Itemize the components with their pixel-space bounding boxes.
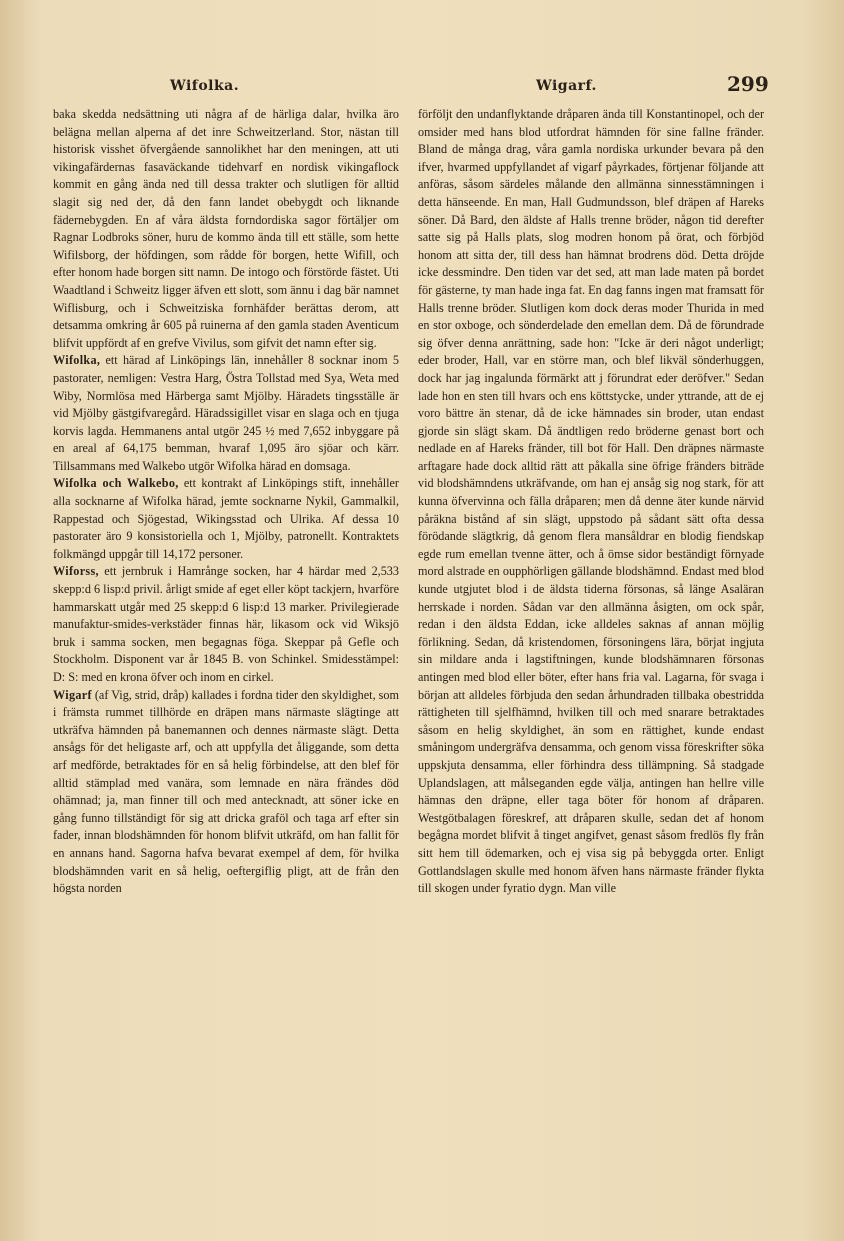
entry-text: förföljt den undanflyktande dråparen ända till Konstantinopel, och der omsider med hans blod utfordrat hämnden för sine fallne fränder. Bland de många drag, våra gamla nordiska urkunder bevara på den ifver, hvarmed uppfyllandet af vigarf påyrkades, förtjenar följande att anföras, såsom särdeles målande den allmänna sinnesstämningen i detta hänseende. En man, Hall Gudmundsson, blef dräpen af Hareks söner. Då Bard, den äldste af Halls trenne bröder, någon tid derefter satte sig på Halls plats, slog modren honom på örat, och förbjöd honom att sitta der, till dess han hämnat brodrens död. Detta dröjde icke dessmindre. Den tiden var det sed, att man lade maten på bordet för gästerne, ty man hade inga fat. En dag fanns ingen mat framsatt för Halls trenne bröder. Slutligen kom dock deras moder Thurida in med en stor oxboge, och sönderdelade den emellan dem. Då de förundrade sig öfver denna anrättning, sade hon: "Icke är deri något underligt; eder broder, Hall, var en större man, och blef likväl sönderhuggen, dock har jag ingalunda förmärkt att j förundrat eder deröfver." Sedan lade hon en sten till hvars och ens köttstycke, under yttrande, att de ej voro bättre än stenar, då de icke hämnades sin broder, utan endast gjorde sin slägt skam. Då ändtligen redo bröderne genast bort och nedlade en af Hareks fränder, till bot för Hall. Den dräpnes närmaste arftagare hade dock alltid rätt att påkalla sine öfrige fränders biträde vid blodshämndens utkräfvande, om han ej ansåg sig nog stark, för att kunna öfvervinna och fälla dråparen; men då denne äter kunde närvid påräkna bistånd af sin slägt, uppstodo på sådant sätt ofta dessa förödande slägtkrig, då genom flera mansåldrar en blodig fiendskap egde rum emellan tvenne ätter, och å ömse sidor beständigt förnyade mord alstrade en oupphörligen gällande blodshämnd. Endast med blod kunde utgjutet blod i de äldsta tiderna försonas, så länge Asaläran herrskade i norden. Sådan var den allmänna åsigten, om ock spår, redan i den äldsta Eddan, icke alldeles saknas af annan möjlig förlikning. Sedan, då kristendomen, försoningens lära, börjat ingjuta sin mildare anda i lagstiftningen, kunde blodshämnaren försonas antingen med blod eller böter, efter hans fria val. Lagarna, för svaga i början att alldeles förbjuda den sedan århundraden tillbaka obestridda rättigheten till sjelfhämnd, hvilken till och med snarare betraktades såsom en helig skyldighet, än som en rättighet, kunde endast småningom undergräfva densamma, och genom vissa föreskrifter söka uppskjuta densamma, eller förhindra dess tillämpning. Så stadgade Uplandslagen, att målseganden egde välja, antingen han hellre ville hämnas den dräpne, eller taga böter för honom af dråparen. Westgötbalagen föreskref, att dråparen skulle, sedan det af honom begågna mordet blifvit å tinget angifvet, genast såsom fredlös fly från sitt hem till ödemarken, och ej visa sig på bebyggda orter. Enligt Gottlandslagen skulle med honom äfven hans närmaste fränder flykta till skogen under fyratio dygn. Man ville [418, 107, 764, 896]
encyclopedia-entry [53, 563, 399, 686]
entry-text: baka skedda nedsättning uti några af de härliga dalar, hvilka äro belägna mellan alperna af det inre Schweitzerland. Stor, nästan till historisk visshet öfvergående sannolikhet har den meningen, att uti vikingafärdernas fasaväckande tidehvarf en nordisk vikingaflock kommit en gång ända ned till dessa trakter och slutligen för alltid slagit sig ned der, då den fann landet obebygdt och liknande fädernebygden. En af våra äldsta forndordiska sagor förtäljer om Ragnar Lodbroks söner, huru de kommo ända till ett ställe, som hette Wifilsborg, der höfdingen, som rådde för borgen, hette Wifill, och efter honom hade borgen sitt namn. De intogo och förstörde fästet. Uti Waadtland i Schweitz ligger äfven ett slott, som ännu i dag bär namnet Wiflisburg, och i Schweitziska fornhäfder berättas derom, att detsamma omkring år 605 på ruinerna af den gamla staden Aventicum blifvit uppfördt af en grefve Vivilus, som gifvit det namn efter sig. [53, 107, 399, 350]
right-running-head: Wigarf. [536, 78, 597, 94]
encyclopedia-entry [53, 106, 399, 352]
left-text-column [53, 106, 399, 898]
encyclopedia-entry [53, 687, 399, 898]
entry-text: ett kontrakt af Linköpings stift, innehåller alla socknarne af Wifolka härad, jemte socknarne Nykil, Gammalkil, Rappestad och Sjögestad, Wikingsstad och Ulrika. Af dessa 10 pastorater äro 9 konsistoriella och 1, Mjölby, patronellt. Kontraktets folkmängd uppgår till 14,172 personer. [53, 476, 399, 561]
entry-text: (af Vig, strid, dråp) kallades i fordna tider den skyldighet, som i främsta rummet tillhörde en dräpen mans närmaste slägtinge att utkräfva hämnden på banemannen och dennes närmaste slägt. Detta ansågs för det heligaste arf, och att uppfylla det åliggande, som detta arf medförde, betraktades för en så helig förbindelse, att den blef för alltid stämplad med vanära, som lemnade en nära frändes död ohämnad; ja, man finner till och med antecknadt, att söner icke en gång funno tillständigt för sig att dricka graföl och taga arf efter sin fader, innan blodshämnden för honom blifvit utkräfd, om han fallit för en annans hand. Sagorna hafva bevarat exempel af dem, för hvilka blodshämnden varit en så helig, oeftergiflig pligt, att de från den högsta norden [53, 687, 399, 896]
entry-headword: Wiforss, [53, 564, 99, 579]
entry-headword: Wifolka och Walkebo, [53, 476, 179, 491]
entry-headword: Wifolka, [53, 353, 101, 368]
encyclopedia-entry [418, 106, 764, 898]
left-running-head: Wifolka. [170, 78, 240, 94]
entry-text: ett härad af Linköpings län, innehåller 8 socknar inom 5 pastorater, nemligen: Vestra Harg, Östra Tollstad med Sya, Weta med Wiby, Normlösa med Härberga samt Mjölby. Häradets tingsställe är vid Mjölby gästgifvaregård. Häradssigillet visar en slaga och en tjuga korvis lagda. Hemmanens antal utgör 245 ½ med 7,652 inbyggare på en areal af 64,175 bemman, hvaraf 1,095 äro sjöar och kärr. Tillsammans med Walkebo utgör Wifolka härad en domsaga. [53, 353, 399, 473]
page-number: 299 [727, 72, 769, 96]
encyclopedia-entry [53, 352, 399, 475]
encyclopedia-entry [53, 475, 399, 563]
entry-text: ett jernbruk i Hamrånge socken, har 4 härdar med 2,533 skepp:d 6 lisp:d privil. årligt smide af eget eller köpt tackjern, hvarföre hammarskatt utgår med 25 skepp:d 6 lisp:d 13 marker. Privilegierade manufaktur-smides-verkstäder finnas här, likasom ock vid Wiksjö bruk i samma socken, men begagnas föga. Skeppar på Gefle och Stockholm. Disponent var år 1845 B. von Schinkel. Smidesstämpel: D: S: med en krona öfver och inom en cirkel. [53, 564, 399, 684]
entry-headword: Wigarf [53, 687, 92, 702]
right-text-column [418, 106, 764, 898]
page-header [50, 72, 780, 102]
